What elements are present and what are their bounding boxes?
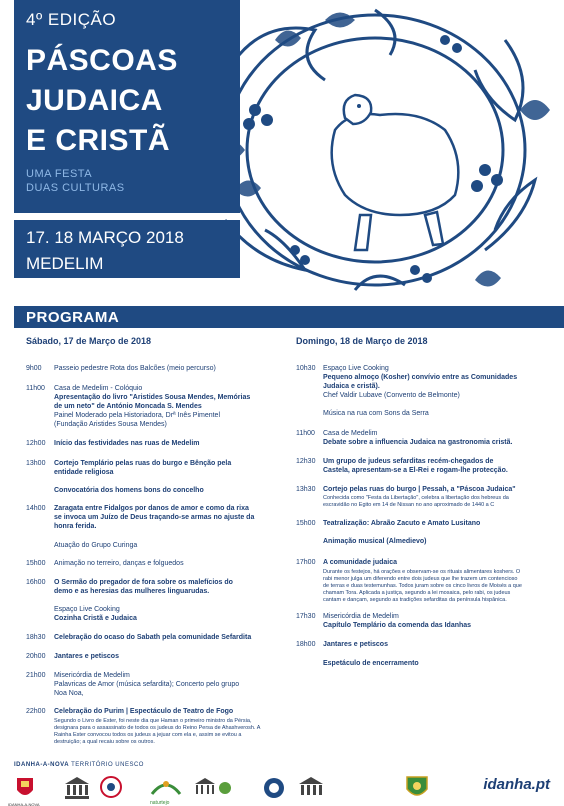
- event-time: 22h00: [26, 708, 46, 715]
- event-text: Debate sobre a influencia Judaica na gastronomia cristã.: [323, 439, 513, 446]
- subtitle-line-1: UMA FESTA: [26, 168, 93, 180]
- event-text: Teatralização: Abraão Zacuto e Amato Lusitano: [323, 520, 481, 527]
- day2-heading: Domingo, 18 de Março de 2018: [296, 336, 428, 346]
- event-time: 15h00: [26, 560, 46, 567]
- logo-caption: IDANHA-A-NOVA: [8, 802, 40, 806]
- event-text: Cortejo Templário pelas ruas do burgo e Bênção pela: [54, 460, 232, 467]
- event-text: honra ferida.: [54, 523, 97, 530]
- event-text: (Fundação Aristides Sousa Mendes): [54, 421, 167, 428]
- event-text: Um grupo de judeus sefarditas recém-chegados de: [323, 458, 494, 465]
- day1-heading: Sábado, 17 de Março de 2018: [26, 336, 152, 346]
- municipality-logo-icon: [14, 774, 36, 802]
- event-text: Segundo o Livro de Ester, foi neste dia que Haman o primeiro ministro da Pérsia,: [54, 718, 252, 724]
- event-text: Convocatória dos homens bons do concelho: [54, 487, 204, 494]
- event-text: Conhecida como "Festa da Libertação", celebra a libertação dos hebreus da: [323, 495, 509, 501]
- event-time: 18h30: [26, 634, 46, 641]
- event-time: 13h30: [296, 486, 316, 493]
- event-text: Pequeno almoço (Kosher) convívio entre as Comunidades: [323, 374, 518, 381]
- event-time: 21h00: [26, 672, 46, 679]
- programa-label: PROGRAMA: [26, 309, 120, 326]
- event-time: 17h30: [296, 613, 316, 620]
- event-text: Casa de Medelim: [323, 430, 378, 437]
- event-text: Noa Noa,: [54, 690, 84, 697]
- title-line-1: PÁSCOAS: [26, 44, 178, 77]
- event-time: 12h30: [296, 458, 316, 465]
- event-text: Espaço Live Cooking: [323, 365, 389, 372]
- naturtejo-logo-icon: [148, 774, 184, 802]
- event-text: Rainha Ester convocou todos os judeus a jejuar com ela e, assim se evitou a: [54, 732, 242, 738]
- unesco-geopark-logo-icon: [192, 774, 232, 802]
- event-text: cantam e dançam, segundo as tradições sefarditas da península hispânica.: [323, 597, 507, 603]
- event-text: Zaragata entre Fidalgos por danos de amor e como da rixa: [54, 505, 249, 512]
- event-text: chamam Tora. Aplicada a justiça, segundo a lei mosaica, pelo rabi, os judeus: [323, 590, 511, 596]
- event-text: Capítulo Templário da comenda das Idanhas: [323, 622, 472, 629]
- logo-caption: naturtejo: [150, 800, 170, 806]
- event-text: Celebração do Purim | Espectáculo de Teatro de Fogo: [54, 708, 234, 715]
- event-text: Início das festividades nas ruas de Medelim: [54, 440, 200, 447]
- event-time: 10h30: [296, 365, 316, 372]
- event-text: destruição; a qual recaiu sobre os outros.: [54, 739, 155, 745]
- event-text: Espaço Live Cooking: [54, 606, 120, 613]
- coat-of-arms-icon: [404, 774, 430, 802]
- subtitle-line-2: DUAS CULTURAS: [26, 182, 125, 194]
- event-time: 11h00: [26, 385, 45, 392]
- event-text: Palavricas de Amor (música sefardita); Concerto pelo grupo: [54, 681, 240, 688]
- footer-label: IDANHA-A-NOVA TERRITÓRIO UNESCO: [14, 762, 144, 768]
- event-text: Espetáculo de encerramento: [323, 660, 419, 667]
- event-text: Jantares e petiscos: [54, 653, 119, 660]
- event-text: Durante os festejos, há orações e observam-se os rituais alimentares koshers. O: [323, 569, 521, 575]
- partner-logo-icon: [98, 774, 124, 802]
- event-text: Celebração do ocaso do Sabath pela comunidade Sefardita: [54, 634, 252, 641]
- title-line-3: E CRISTÃ: [26, 124, 171, 157]
- event-text: Castela, apresentam-se a El-Rei e rogam-lhe protecção.: [323, 467, 508, 474]
- event-text: rabi menor julga um diferendo entre dois judeus que lhe trazem um contencioso: [323, 576, 518, 582]
- event-text: Chef Valdir Lubave (Convento de Belmonte): [323, 392, 460, 399]
- title-panel: [14, 0, 240, 213]
- event-text: Passeio pedestre Rota dos Balcões (meio percurso): [54, 365, 216, 372]
- event-date: 17. 18 MARÇO 2018: [26, 228, 184, 247]
- event-text: Judaica e cristã).: [323, 383, 380, 390]
- event-text: Misericórdia de Medelim: [54, 672, 130, 679]
- unesco-logo-icon: [62, 774, 92, 802]
- event-text: se invoca um Juízo de Deus traçando-se armas no ajuste da: [54, 514, 255, 521]
- event-text: Música na rua com Sons da Serra: [323, 410, 429, 417]
- date-panel: [14, 220, 240, 278]
- partner-emblem-icon: [262, 774, 286, 802]
- event-time: 17h00: [296, 559, 316, 566]
- event-text: O Sermão do pregador de fora sobre os malefícios do: [54, 579, 233, 586]
- event-time: 9h00: [26, 365, 42, 372]
- event-text: escravidão no Egito em 14 de Nissan no ano aproximado de 1440 a C: [323, 502, 495, 508]
- event-time: 18h00: [296, 641, 316, 648]
- event-text: Casa de Medelim - Colóquio: [54, 385, 143, 392]
- event-text: Jantares e petiscos: [323, 641, 388, 648]
- event-text: Cortejo pelas ruas do burgo | Pessah, a "Páscoa Judaica": [323, 486, 516, 493]
- event-text: Animação musical (Almedievo): [323, 538, 427, 545]
- programa-bar: [14, 306, 564, 328]
- hero: [0, 0, 564, 300]
- event-text: entidade religiosa: [54, 469, 114, 476]
- event-text: Cozinha Cristã e Judaica: [54, 615, 137, 622]
- event-time: 13h00: [26, 460, 46, 467]
- event-time: 15h00: [296, 520, 316, 527]
- event-text: Apresentação do livro "Aristides Sousa Mendes, Memórias: [54, 394, 251, 401]
- event-text: Atuação do Grupo Curinga: [54, 542, 138, 549]
- website-link[interactable]: idanha.pt: [483, 776, 550, 793]
- event-text: designara para o assassinato de todos os judeus do Reino Persa de Ahashverosh. A: [54, 725, 261, 731]
- event-text: A comunidade judaica: [323, 559, 398, 566]
- event-place: MEDELIM: [26, 254, 104, 273]
- event-text: Painel Moderado pela Historiadora, Drª Inês Pimentel: [54, 412, 221, 419]
- event-text: de um neto" de António Moncada S. Mendes: [54, 403, 202, 410]
- event-time: 11h00: [296, 430, 315, 437]
- event-time: 20h00: [26, 653, 46, 660]
- event-time: 16h00: [26, 579, 46, 586]
- event-time: 12h00: [26, 440, 46, 447]
- title-line-2: JUDAICA: [26, 84, 163, 117]
- unesco-logo-2-icon: [296, 774, 326, 802]
- event-text: demo e as heresias das mulheres linguarudas.: [54, 588, 210, 595]
- event-time: 14h00: [26, 505, 46, 512]
- event-text: de terras e duas testemunhas. Todos juram sobre os cinco livros de Moisés a que: [323, 583, 522, 589]
- footer: [0, 760, 564, 806]
- edition-label: 4º EDIÇÃO: [26, 10, 117, 29]
- event-text: Animação no terreiro, danças e folguedos: [54, 560, 184, 567]
- event-text: Misericórdia de Medelim: [323, 613, 399, 620]
